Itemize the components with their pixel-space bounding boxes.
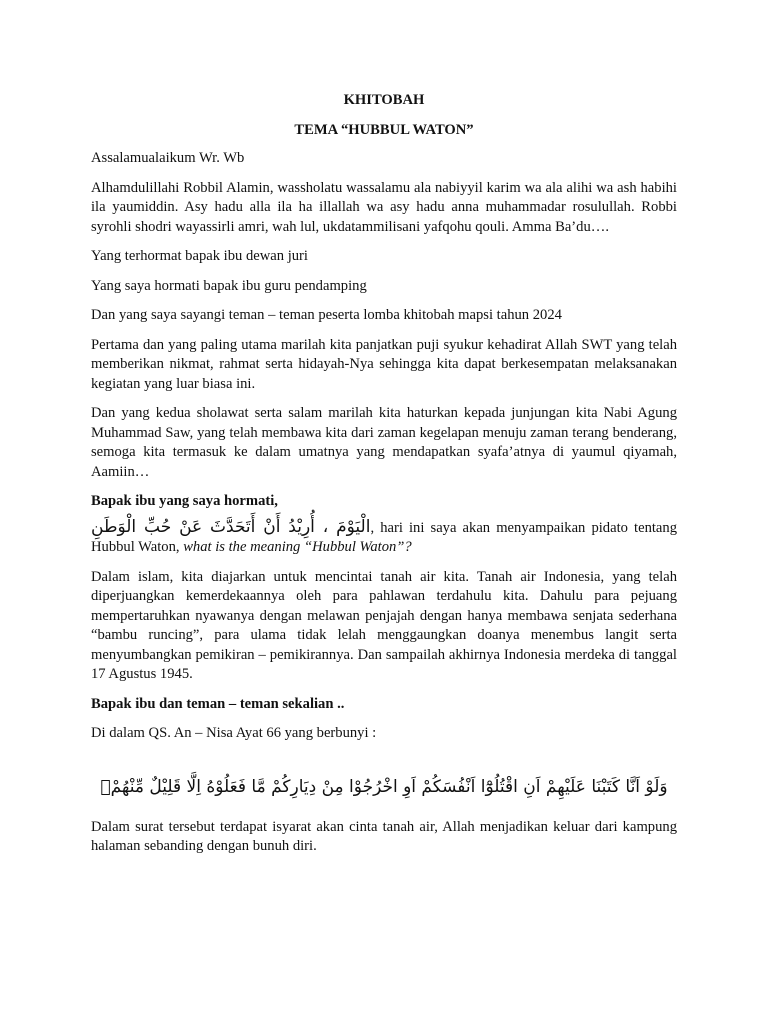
document-body xyxy=(91,91,677,867)
intro-text: , hari ini saya akan menyampaikan pidato tentang Hubbul Waton, xyxy=(91,519,677,555)
document-theme: TEMA “HUBBUL WATON” xyxy=(294,121,474,138)
surah-reference: Di dalam QS. An – Nisa Ayat 66 yang berbunyi : xyxy=(91,725,377,741)
intro-question: what is the meaning “Hubbul Waton”? xyxy=(183,539,412,555)
paragraph-surah: Dalam surat tersebut terdapat isyarat akan cinta tanah air, Allah menjadikan keluar dari kampung halaman sebanding dengan bunuh diri. xyxy=(91,818,677,854)
paragraph-first: Pertama dan yang paling utama marilah kita panjatkan puji syukur kehadirat Allah SWT yang telah memberikan nikmat, rahmat serta hidayah-Nya sehingga kita dapat berkesempatan melaksanakan kegiatan yang luar biasa ini. xyxy=(91,336,677,392)
intro-arabic: الْيَوْمَ ، أُرِيْدُ أَنْ أَتَحَدَّثَ عَنْ حُبِّ الْوَطَنِ xyxy=(91,516,371,537)
greeting: Assalamualaikum Wr. Wb xyxy=(91,150,245,166)
opening-paragraph: Alhamdulillahi Robbil Alamin, wassholatu wassalamu ala nabiyyil karim wa ala alihi wa ash habihi ila yaumiddin. Asy hadu alla ila ha illallah wa asy hadu anna muhammadar rosulullah. Robbi syrohli shodri wayassirli amri, wah lul, ukdatammilisani yafqohu qouli. Amma Ba’du…. xyxy=(91,179,677,235)
document-title: KHITOBAH xyxy=(343,92,425,108)
heading-friends: Bapak ibu dan teman – teman sekalian .. xyxy=(91,695,345,712)
salutation-jury: Yang terhormat bapak ibu dewan juri xyxy=(91,248,308,264)
intro-paragraph xyxy=(91,518,677,558)
salutation-friends: Dan yang saya sayangi teman – teman peserta lomba khitobah mapsi tahun 2024 xyxy=(91,307,562,323)
paragraph-second: Dan yang kedua sholawat serta salam marilah kita haturkan kepada junjungan kita Nabi Agung Muhammad Saw, yang telah membawa kita dari zaman kegelapan menuju zaman terang benderang, semoga kita termasuk ke dalam umatnya yang mendapatkan syafa’atnya di yaumul qiyamah, Aamiin… xyxy=(91,405,677,480)
ayat-text: وَلَوْ اَنَّا كَتَبْنَا عَلَيْهِمْ اَنِ اقْتُلُوْٓا اَنْفُسَكُمْ اَوِ اخْرُجُوْا مِنْ دِيَارِكُمْ مَّا فَعَلُوْهُ اِلَّا قَلِيْلٌ مِّنْهُمْۗ xyxy=(100,776,668,797)
heading-respected: Bapak ibu yang saya hormati, xyxy=(91,493,278,509)
salutation-teachers: Yang saya hormati bapak ibu guru pendamping xyxy=(91,277,367,294)
paragraph-islam: Dalam islam, kita diajarkan untuk mencintai tanah air kita. Tanah air Indonesia, yang telah diperjuangkan kemerdekaannya oleh para pahlawan terdahulu kita. Dahulu para pejuang mempertaruhkan nyawanya dengan melawan penjajah dengan hanya membawa senjata sederhana “bambu runcing”, para ulama tidak lelah menggaungkan doanya menembus langit serta menyumbangkan pemikiran – pemikirannya. Dan sampailah akhirnya Indonesia merdeka di tanggal 17 Agustus 1945. xyxy=(91,568,677,682)
